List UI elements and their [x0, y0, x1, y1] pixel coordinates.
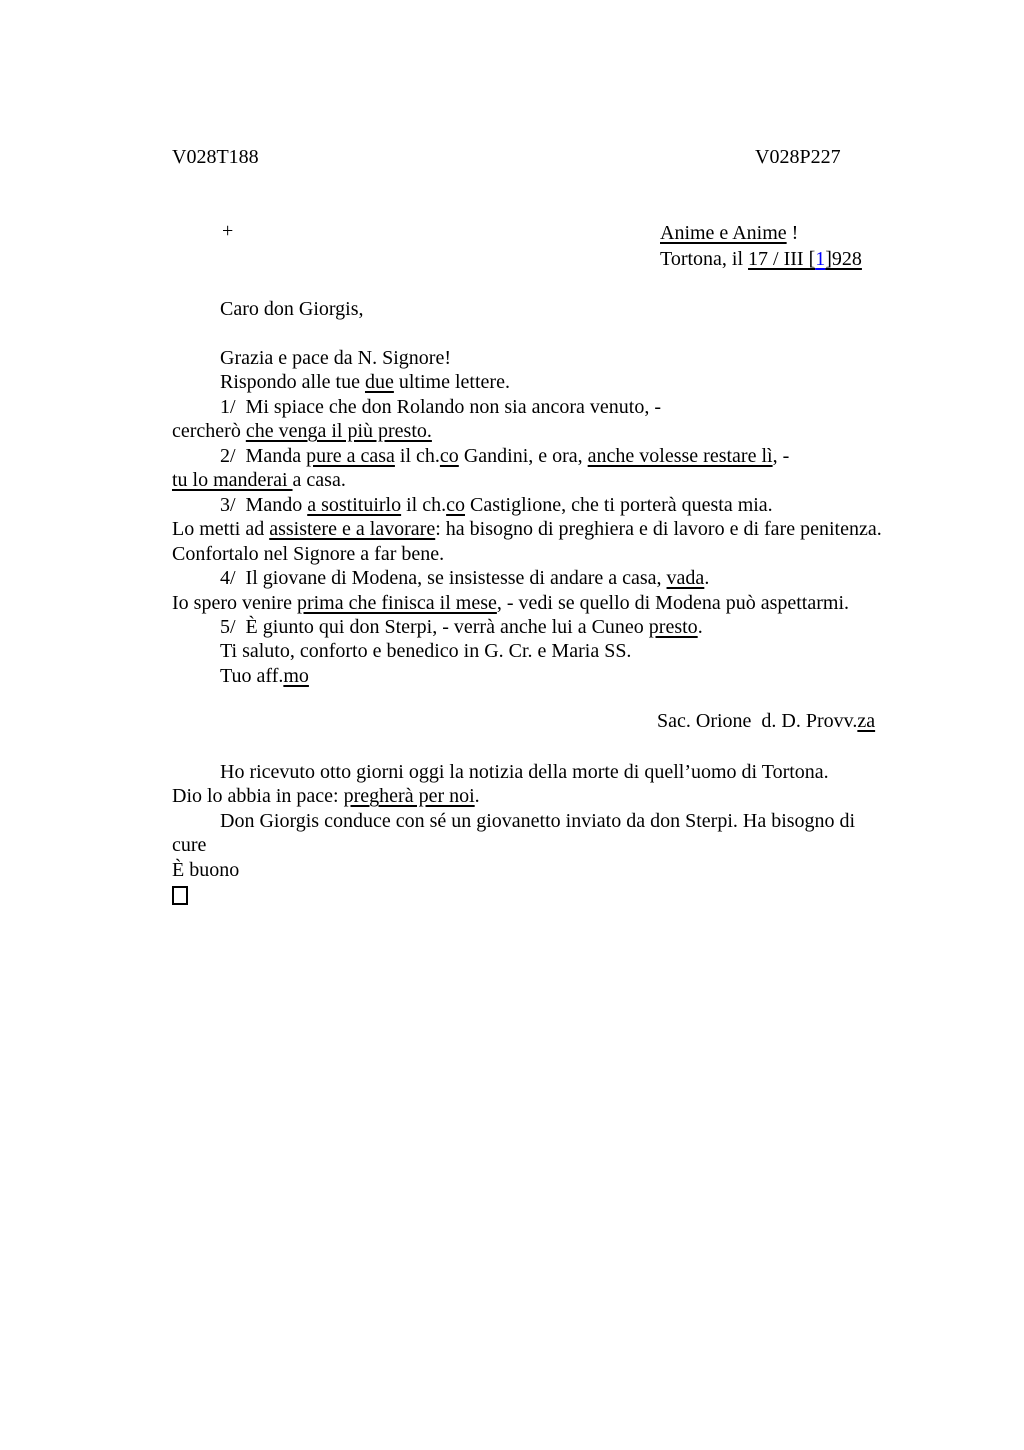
text-run: due	[364, 371, 394, 394]
text-run: ]928	[825, 248, 862, 270]
text-run: co	[439, 444, 459, 467]
text-run: , - vedi se quello di Modena può aspettarmi.	[496, 591, 850, 614]
text-line	[172, 882, 1012, 906]
text-run: , -	[772, 444, 790, 467]
text-line	[172, 809, 1012, 833]
text-run: Lo metti ad	[172, 518, 270, 541]
text-run: .	[474, 785, 480, 808]
text-line	[172, 370, 1012, 394]
text-line	[172, 615, 1012, 639]
text-run: pure a casa	[306, 444, 395, 467]
text-run: Ti saluto, conforto e benedico in G. Cr. e Maria SS.	[220, 640, 632, 663]
text-run: prima che finisca il mese	[296, 591, 497, 614]
text-line	[172, 444, 1012, 468]
text-run: co	[446, 493, 465, 516]
text-run: È buono	[172, 858, 240, 881]
signature	[657, 709, 1017, 733]
text-run: vada	[666, 567, 705, 590]
text-line	[172, 297, 932, 321]
text-line	[657, 709, 1017, 733]
text-line	[172, 468, 1012, 492]
text-run: 1/ Mi spiace che don Rolando non sia ancora venuto, -	[220, 395, 661, 418]
text-line	[660, 220, 932, 246]
text-run: a casa.	[292, 469, 346, 492]
text-line	[172, 419, 1012, 443]
text-line	[172, 542, 1012, 566]
text-run: mo	[283, 664, 309, 687]
text-run: Confortalo nel Signore a far bene.	[172, 542, 445, 565]
page-header	[172, 146, 904, 171]
text-run: Grazia e pace da N. Signore!	[220, 347, 451, 369]
text-run: cercherò	[172, 420, 246, 443]
text-run: che venga il più presto.	[245, 420, 432, 443]
text-run: .	[697, 615, 703, 638]
text-run: presto	[648, 615, 698, 638]
text-line	[172, 395, 1012, 419]
text-run: pregherà per noi	[343, 785, 475, 808]
text-run: 5/ È giunto qui don Sterpi, - verrà anche lui a Cuneo	[220, 615, 649, 638]
text-run: Caro don Giorgis,	[220, 298, 364, 320]
text-run: Rispondo alle tue	[220, 371, 365, 394]
archive-code-left: V028T188	[172, 146, 259, 168]
footnote-link[interactable]: 1	[815, 248, 826, 270]
text-run: anche volesse restare lì	[587, 444, 773, 467]
text-run: Dio lo abbia in pace:	[172, 785, 344, 808]
text-line	[660, 246, 932, 272]
text-run: ultime lettere.	[393, 371, 510, 394]
text-line	[172, 591, 1012, 615]
text-run: Sac. Orione d. D. Provv.	[657, 710, 858, 732]
missing-glyph-box	[172, 886, 188, 905]
text-line	[172, 517, 1012, 541]
text-run: za	[857, 710, 876, 732]
text-run: Ho ricevuto otto giorni oggi la notizia della morte di quell’uomo di Tortona.	[220, 761, 829, 783]
archive-code-right: V028P227	[755, 146, 841, 168]
text-line	[172, 639, 1012, 663]
letter-opening	[172, 220, 932, 272]
text-line	[172, 493, 1012, 517]
text-run: : ha bisogno di preghiera e di lavoro e di fare penitenza.	[435, 518, 882, 541]
text-run: .	[704, 567, 710, 590]
text-line	[172, 833, 1012, 857]
text-run: 3/ Mando	[220, 493, 308, 516]
text-run: a sostituirlo	[307, 493, 402, 516]
postscript	[172, 760, 1012, 907]
text-run: Anime e Anime	[660, 222, 787, 244]
cross-mark: +	[222, 220, 234, 242]
letterhead-and-date	[660, 220, 932, 272]
text-run: Io spero venire	[172, 591, 297, 614]
text-line	[172, 784, 1012, 808]
text-run: Gandini, e ora,	[458, 444, 588, 467]
text-run: 2/ Manda	[220, 444, 307, 467]
text-run: il ch.	[401, 493, 447, 516]
text-run: !	[786, 222, 799, 244]
text-run: Tortona, il	[660, 248, 749, 270]
text-line	[172, 664, 1012, 688]
text-line	[172, 858, 1012, 882]
salutation	[172, 297, 932, 321]
text-run: 17 / III [	[748, 248, 816, 270]
text-run: 4/ Il giovane di Modena, se insistesse di andare a casa,	[220, 567, 667, 590]
text-run: il ch.	[394, 444, 440, 467]
text-line	[172, 760, 1012, 784]
text-run: assistere e a lavorare	[269, 518, 436, 541]
text-run: Tuo aff.	[220, 664, 284, 687]
text-run: Don Giorgis conduce con sé un giovanetto inviato da don Sterpi. Ha bisogno di	[220, 809, 856, 832]
text-line	[172, 346, 1012, 370]
text-run: cure	[172, 834, 207, 857]
text-run: tu lo manderai	[172, 469, 293, 492]
letter-body	[172, 346, 1012, 688]
text-line	[172, 566, 1012, 590]
text-run: Castiglione, che ti porterà questa mia.	[465, 493, 773, 516]
